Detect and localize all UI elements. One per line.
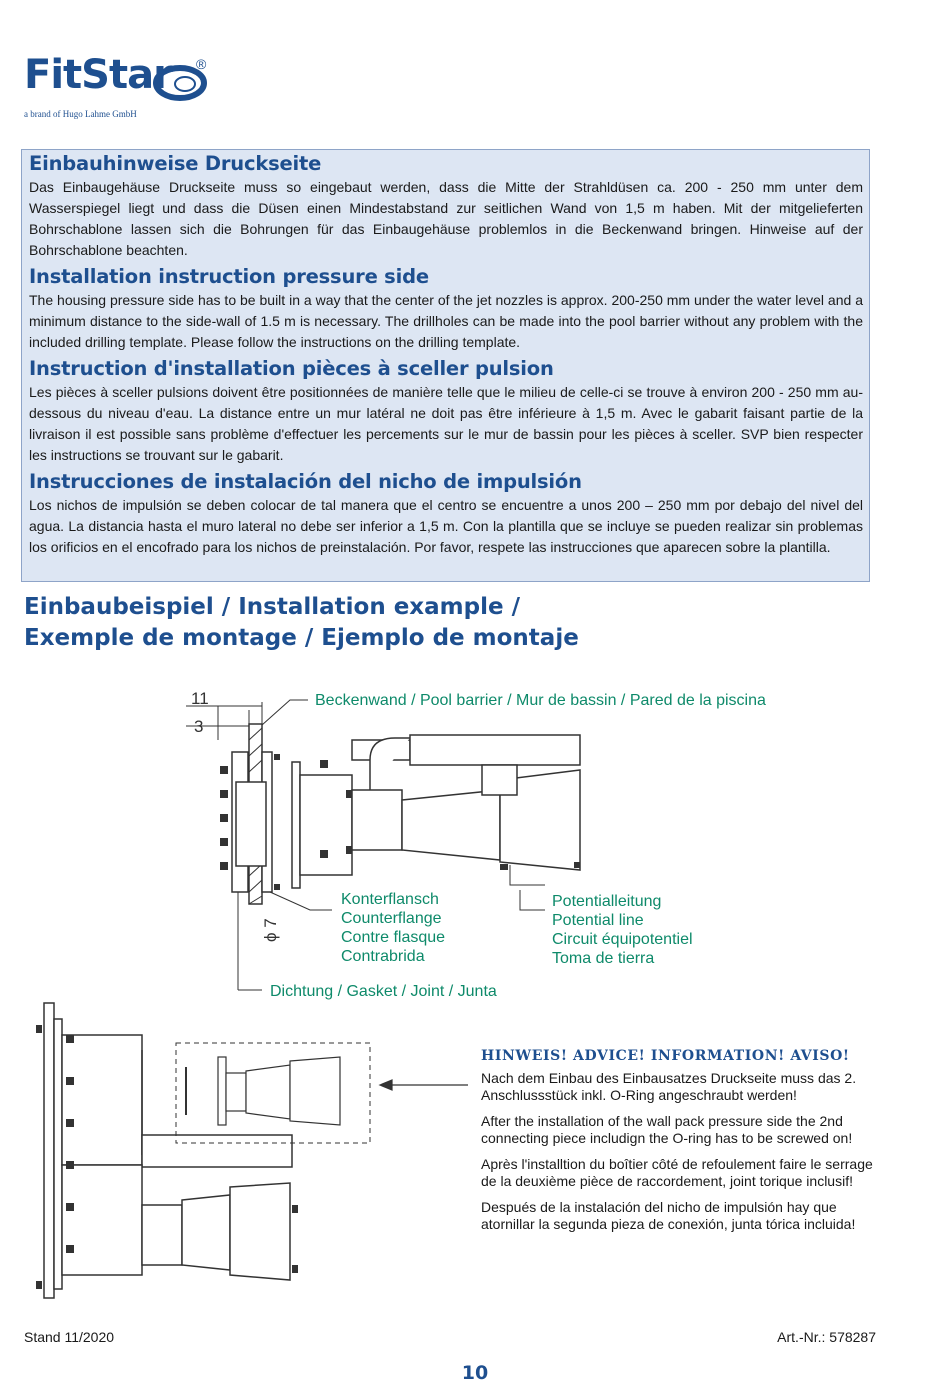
advice-paragraph-de: Nach dem Einbau des Einbausatzes Druckseite muss das 2. Anschlussstück inkl. O-Ring angeschraubt werden! (481, 1070, 857, 1103)
section-title: Instruction d'installation pièces à sceller pulsion (29, 357, 554, 380)
example-title-line-1: Einbaubeispiel / Installation example / (24, 594, 520, 620)
section-title: Instrucciones de instalación del nicho de impulsión (29, 470, 582, 493)
logo-swoosh-icon (152, 52, 222, 112)
advice-heading: HINWEIS! ADVICE! INFORMATION! AVISO! (481, 1048, 850, 1064)
potential-line-label-es: Toma de tierra (552, 950, 655, 967)
section-text: Los nichos de impulsión se deben colocar de tal manera que el centro se encuentre a unos 200 – 250 mm por debajo del nivel del agua. La distancia hasta el muro lateral no debe ser inferior a 1,5 m. Con la plantilla que se incluye se pueden realizar sin problemas los orificios en el encofrado para los nichos de preinstalación. Por favor, respete las instrucciones que aparecen sobre la plantilla. (29, 497, 863, 555)
installation-notes-box (21, 149, 870, 582)
installation-example-title (24, 592, 579, 654)
footer-stand: Stand 11/2020 (24, 1329, 115, 1345)
advice-paragraph-en: After the installation of the wall pack pressure side the 2nd connecting piece includign the O-ring has to be screwed on! (481, 1113, 853, 1146)
page-number: 10 (461, 1362, 489, 1384)
section-en (29, 264, 863, 353)
pool-barrier-label: Beckenwand / Pool barrier / Mur de bassin / Pared de la piscina (315, 692, 766, 709)
footer-article-number: Art.-Nr.: 578287 (777, 1329, 876, 1345)
logo-registered-mark: ® (196, 56, 207, 72)
section-text: Les pièces à sceller pulsions doivent être positionnées de manière telle que le milieu de celle-ci se trouve à environ 200 - 250 mm au-dessous du niveau d'eau. La distance entre un mur latéral ne doit pas être inférieure à 1,5 m. Avec le gabarit faisant partie de la livraison il est possible sans problème d'effectuer les percements sur le mur de bassin pour les pièces à sceller. SVP bien respecter les instructions se trouvant sur le gabarit. (29, 384, 863, 463)
dim-11-label: 11 (191, 689, 209, 708)
brand-logo (24, 52, 224, 122)
second-piece-diagram (0, 995, 470, 1315)
installation-diagram (0, 680, 950, 1010)
gasket-label: Dichtung / Gasket / Joint / Junta (270, 983, 497, 1000)
counterflange-label-fr: Contre flasque (341, 929, 446, 946)
section-es (29, 469, 863, 558)
advice-notice (481, 1048, 876, 1242)
example-title-line-2: Exemple de montage / Ejemplo de montaje (24, 625, 579, 651)
section-text: The housing pressure side has to be built in a way that the center of the jet nozzles is approx. 200-250 mm under the water level and a minimum distance to the side-wall of 1.5 m is necessary. The drillholes can be made into the pool barrier without any problem with the included drilling template. Please follow the instructions on the drilling template. (29, 292, 863, 350)
potential-line-label-en: Potential line (552, 912, 644, 929)
counterflange-label-en: Counterflange (341, 910, 442, 927)
dim-3-label: 3 (194, 717, 204, 736)
section-title: Einbauhinweise Druckseite (29, 152, 322, 175)
section-text: Das Einbaugehäuse Druckseite muss so eingebaut werden, dass die Mitte der Strahldüsen ca. 200 - 250 mm unter dem Wasserspiegel liegt und dass die Düsen einen Mindestabstand zur seitlichen Wand von 1,5 m haben. Mit der mitgelieferten Bohrschablone lassen sich die Bohrungen für das Einbaugehäuse problemlos in die Beckenwand bringen. Hinweise auf der Bohrschablone beachten. (29, 179, 863, 258)
section-title: Installation instruction pressure side (29, 265, 429, 288)
counterflange-label-es: Contrabrida (341, 948, 425, 965)
logo-wordmark: FitStar (24, 52, 172, 98)
potential-line-label-fr: Circuit équipotentiel (552, 931, 693, 948)
section-fr (29, 356, 863, 466)
advice-paragraph-es: Después de la instalación del nicho de impulsión hay que atornillar la segunda pieza de conexión, junta tórica incluida! (481, 1199, 856, 1232)
potential-line-label-de: Potentialleitung (552, 893, 662, 910)
counterflange-label-de: Konterflansch (341, 891, 439, 908)
section-de (29, 151, 863, 261)
logo-tagline: a brand of Hugo Lahme GmbH (24, 109, 137, 119)
advice-paragraph-fr: Après l'installtion du boîtier côté de refoulement faire le serrage de la deuxième pièce de raccordement, joint torique inclusif! (481, 1156, 873, 1189)
dim-phi7-label: ϕ 7 (261, 918, 280, 942)
